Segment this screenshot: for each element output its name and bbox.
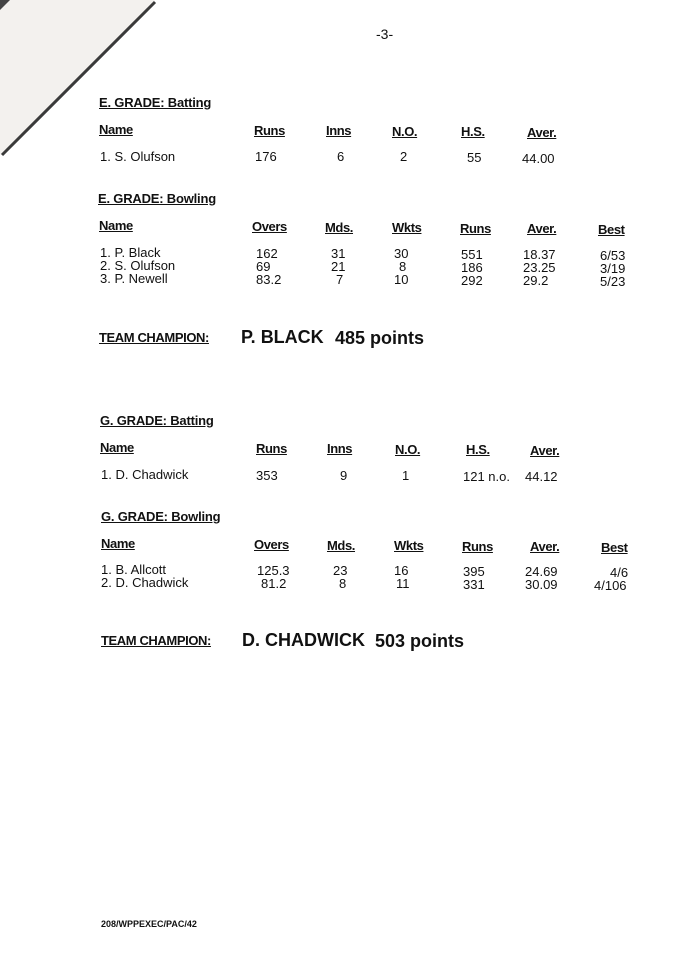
g-bat-r0-aver: 44.12 bbox=[525, 469, 558, 484]
g-bowl-r0-aver: 24.69 bbox=[525, 564, 558, 579]
e-bat-r0-inns: 6 bbox=[337, 149, 345, 164]
e-bat-h-hs: H.S. bbox=[461, 124, 485, 139]
e-bowl-r2-runs: 292 bbox=[461, 273, 483, 288]
folded-page-corner bbox=[0, 0, 160, 160]
e-bat-r0-name: 1. S. Olufson bbox=[100, 149, 176, 164]
e-bowl-r2-mds: 7 bbox=[336, 272, 344, 287]
e-bowl-r0-aver: 18.37 bbox=[523, 247, 556, 262]
e-bowl-r2-overs: 83.2 bbox=[256, 272, 282, 287]
g-bowl-h-overs: Overs bbox=[254, 537, 289, 552]
e-bowl-r2-name: 3. P. Newell bbox=[100, 271, 168, 286]
g-bowl-r1-name: 2. D. Chadwick bbox=[101, 575, 189, 590]
e-bowl-r0-overs: 162 bbox=[256, 246, 278, 261]
g-team-champion-points: 503 points bbox=[375, 631, 465, 651]
e-bowl-r1-best: 3/19 bbox=[600, 261, 626, 276]
g-bowl-h-aver: Aver. bbox=[530, 539, 560, 554]
e-bat-h-aver: Aver. bbox=[527, 125, 557, 140]
e-bowl-r2-best: 5/23 bbox=[600, 274, 626, 289]
g-bat-h-hs: H.S. bbox=[466, 442, 490, 457]
e-bowl-r0-wkts: 30 bbox=[394, 246, 409, 261]
page-number: -3- bbox=[376, 26, 394, 42]
g-bat-r0-runs: 353 bbox=[256, 468, 278, 483]
e-bowl-h-mds: Mds. bbox=[325, 220, 354, 235]
e-team-champion-points: 485 points bbox=[335, 328, 425, 348]
g-bowl-r0-runs: 395 bbox=[463, 564, 485, 579]
e-bowl-h-name: Name bbox=[99, 218, 133, 233]
g-bat-r0-inns: 9 bbox=[340, 468, 348, 483]
e-bowl-h-runs: Runs bbox=[460, 221, 491, 236]
g-bowling-title: G. GRADE: Bowling bbox=[101, 509, 221, 524]
g-bowl-r0-mds: 23 bbox=[333, 563, 348, 578]
e-bowl-r1-overs: 69 bbox=[256, 259, 271, 274]
g-bat-r0-no: 1 bbox=[402, 468, 410, 483]
e-bat-h-no: N.O. bbox=[392, 124, 418, 139]
g-bat-h-no: N.O. bbox=[395, 442, 421, 457]
e-bowl-r1-runs: 186 bbox=[461, 260, 483, 275]
g-bowl-r1-overs: 81.2 bbox=[261, 576, 287, 591]
e-team-champion-label: TEAM CHAMPION: bbox=[99, 330, 209, 345]
g-bat-h-aver: Aver. bbox=[530, 443, 560, 458]
e-bat-r0-no: 2 bbox=[400, 149, 408, 164]
g-bowl-r0-best: 4/6 bbox=[610, 565, 629, 580]
e-bowl-r1-mds: 21 bbox=[331, 259, 346, 274]
g-bowl-r1-wkts: 11 bbox=[396, 576, 410, 591]
g-batting-title: G. GRADE: Batting bbox=[100, 413, 214, 428]
g-bat-r0-name: 1. D. Chadwick bbox=[101, 467, 189, 482]
e-bowl-h-wkts: Wkts bbox=[392, 220, 422, 235]
e-bowl-r1-name: 2. S. Olufson bbox=[100, 258, 176, 273]
e-bowl-r2-wkts: 10 bbox=[394, 272, 409, 287]
g-bowl-r0-overs: 125.3 bbox=[257, 563, 290, 578]
g-team-champion-label: TEAM CHAMPION: bbox=[101, 633, 211, 648]
footer-document-code: 208/WPPEXEC/PAC/42 bbox=[101, 919, 197, 929]
g-bowl-h-runs: Runs bbox=[462, 539, 493, 554]
e-bowl-h-best: Best bbox=[598, 222, 625, 237]
g-bat-h-inns: Inns bbox=[327, 441, 353, 456]
g-team-champion-name: D. CHADWICK bbox=[242, 630, 365, 650]
e-bat-h-name: Name bbox=[99, 122, 133, 137]
e-bat-h-inns: Inns bbox=[326, 123, 352, 138]
g-bowl-r1-runs: 331 bbox=[463, 577, 485, 592]
e-batting-title: E. GRADE: Batting bbox=[99, 95, 212, 110]
e-bowl-h-overs: Overs bbox=[252, 219, 287, 234]
e-team-champion-name: P. BLACK bbox=[241, 327, 324, 347]
g-bowl-r1-mds: 8 bbox=[339, 576, 347, 591]
g-bowl-r1-best: 4/106 bbox=[594, 578, 627, 593]
g-bat-h-runs: Runs bbox=[256, 441, 287, 456]
g-bowl-h-best: Best bbox=[601, 540, 628, 555]
e-bowl-r0-runs: 551 bbox=[461, 247, 483, 262]
e-bowl-r0-best: 6/53 bbox=[600, 248, 626, 263]
e-bat-r0-hs: 55 bbox=[467, 150, 482, 165]
g-bowl-h-mds: Mds. bbox=[327, 538, 356, 553]
e-bowl-h-aver: Aver. bbox=[527, 221, 557, 236]
e-bowl-r1-aver: 23.25 bbox=[523, 260, 556, 275]
e-bowl-r1-wkts: 8 bbox=[399, 259, 407, 274]
g-bowl-r1-aver: 30.09 bbox=[525, 577, 558, 592]
g-bowl-h-wkts: Wkts bbox=[394, 538, 424, 553]
g-bowl-r0-name: 1. B. Allcott bbox=[101, 562, 167, 577]
e-bat-h-runs: Runs bbox=[254, 123, 285, 138]
e-bowl-r2-aver: 29.2 bbox=[523, 273, 549, 288]
g-bat-h-name: Name bbox=[100, 440, 134, 455]
e-bowling-title: E. GRADE: Bowling bbox=[98, 191, 216, 206]
g-bowl-r0-wkts: 16 bbox=[394, 563, 409, 578]
g-bat-r0-hs: 121 n.o. bbox=[463, 469, 510, 484]
e-bat-r0-aver: 44.00 bbox=[522, 151, 555, 166]
g-bowl-h-name: Name bbox=[101, 536, 135, 551]
e-bowl-r0-mds: 31 bbox=[331, 246, 346, 261]
e-bowl-r0-name: 1. P. Black bbox=[100, 245, 161, 260]
e-bat-r0-runs: 176 bbox=[255, 149, 277, 164]
